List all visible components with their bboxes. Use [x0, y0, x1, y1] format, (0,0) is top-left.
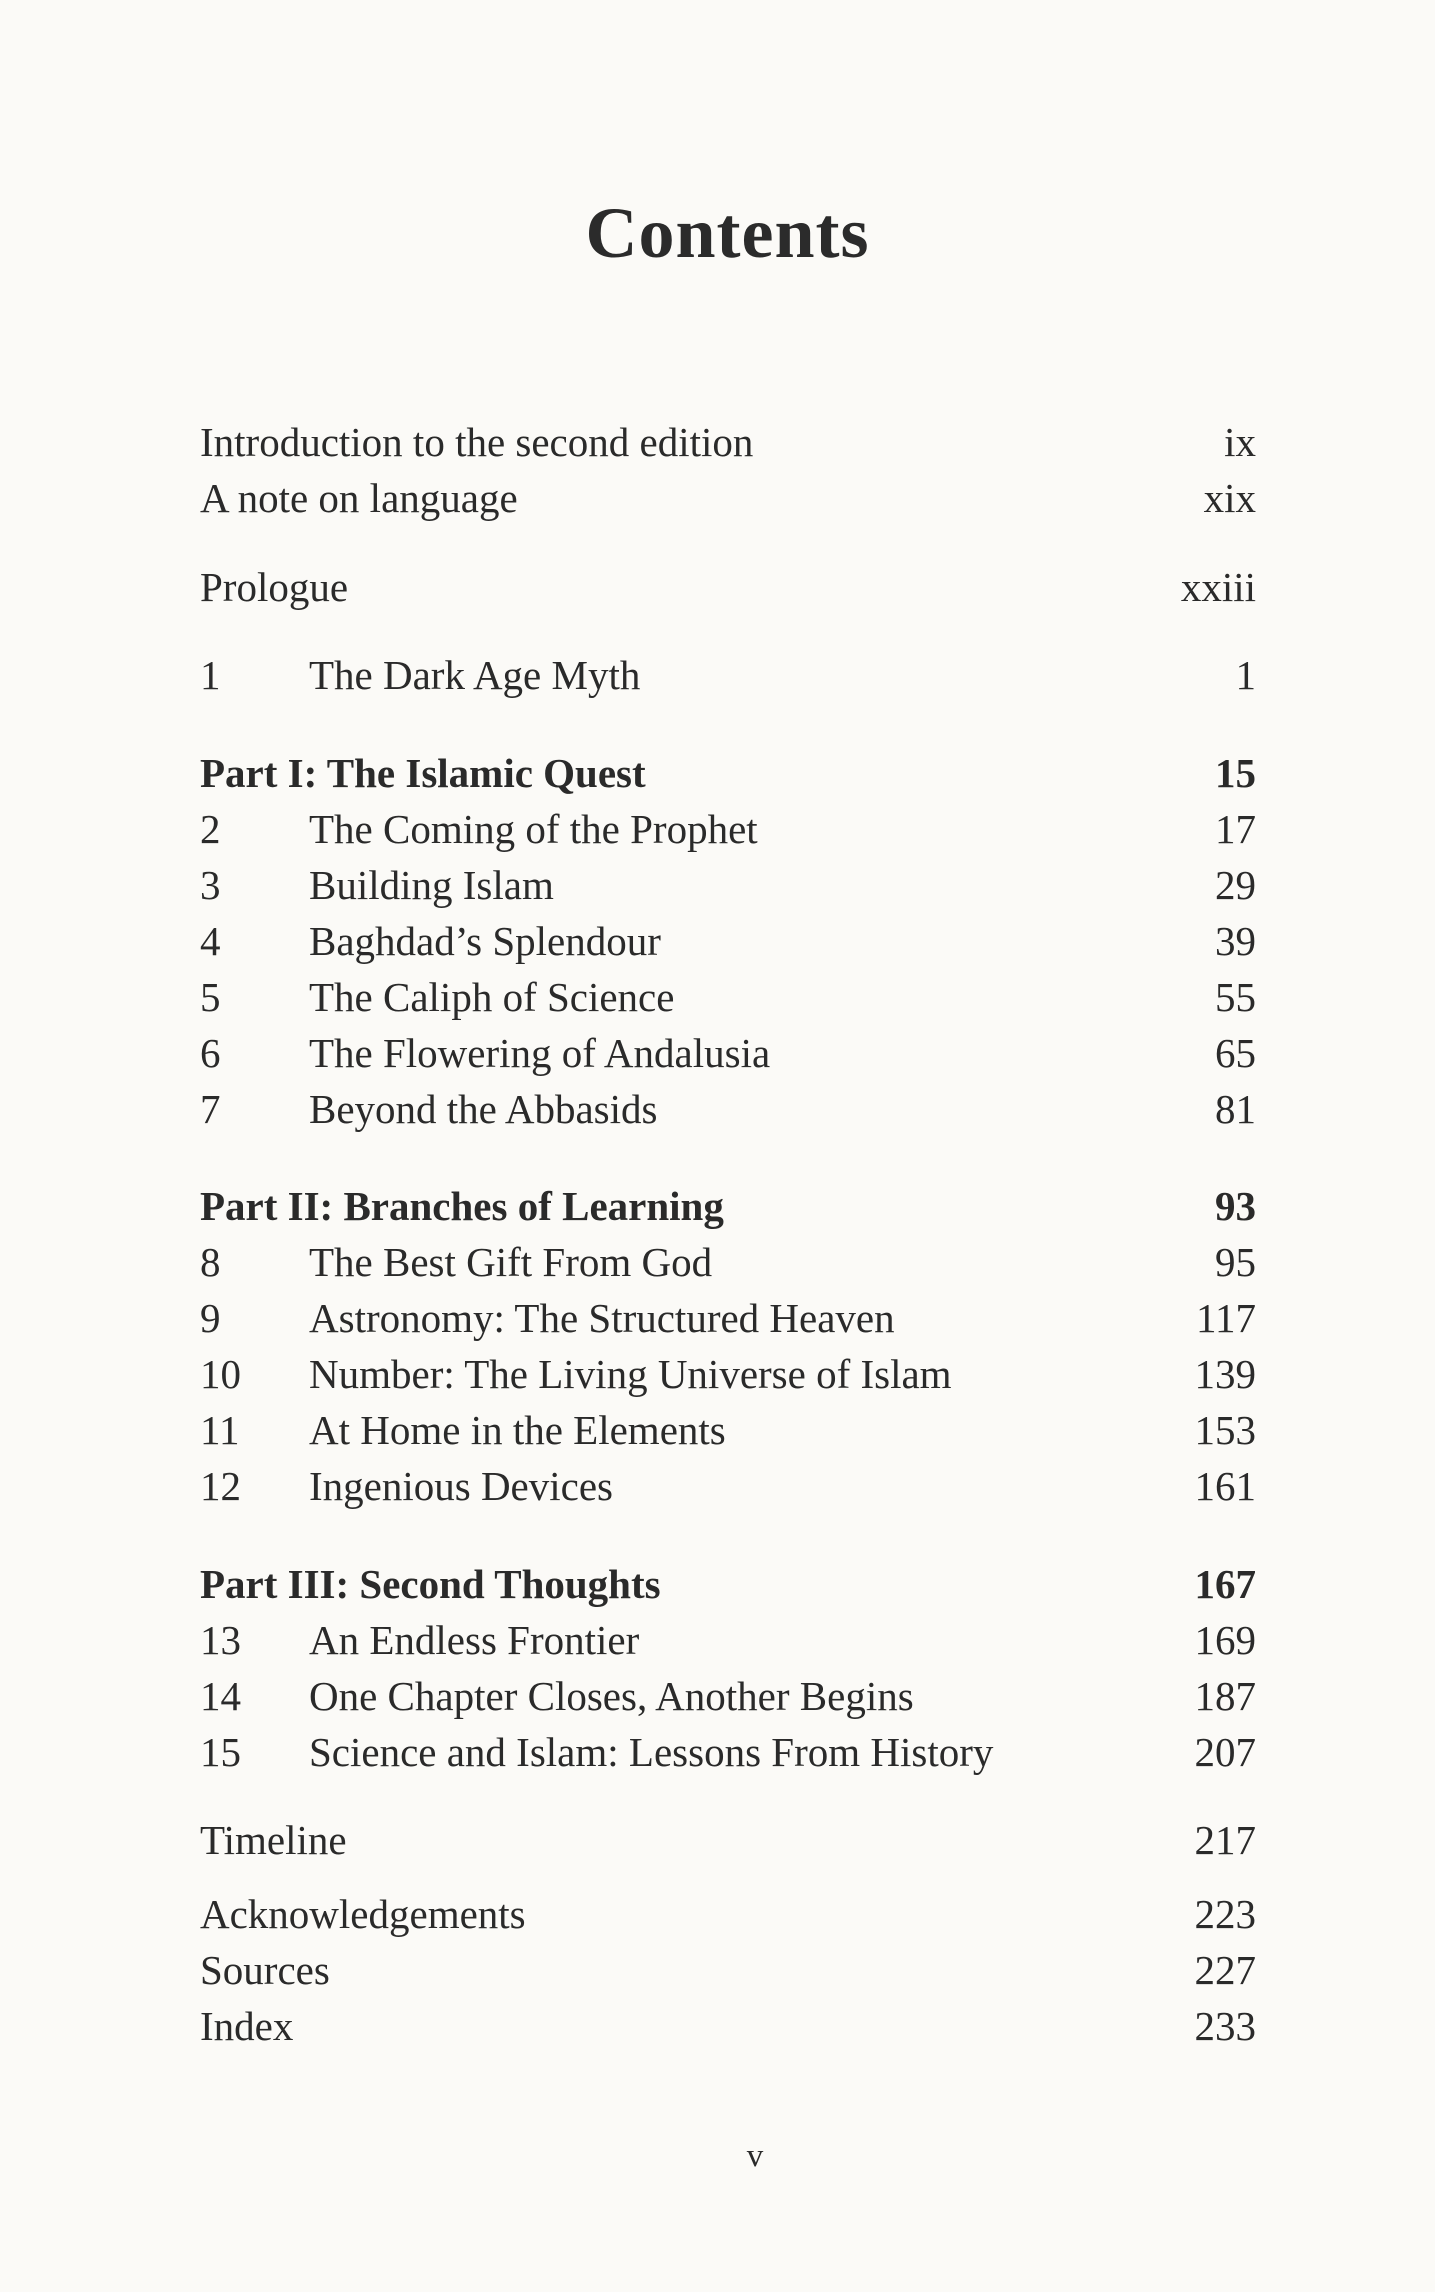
chapter-number: 6: [200, 1030, 221, 1076]
toc-entry-timeline: [200, 1815, 1256, 1865]
chapter-number: 9: [200, 1295, 221, 1341]
entry-page: 233: [1194, 2003, 1256, 2049]
chapter-number: 10: [200, 1351, 241, 1397]
entry-page: 217: [1194, 1817, 1256, 1863]
toc-chapter-4: [200, 916, 1256, 966]
chapter-number: 7: [200, 1086, 221, 1132]
chapter-title: Baghdad’s Splendour: [309, 918, 661, 964]
entry-page: 227: [1194, 1947, 1256, 1993]
chapter-page: 17: [1215, 806, 1256, 852]
chapter-number: 12: [200, 1463, 241, 1509]
chapter-page: 95: [1215, 1239, 1256, 1285]
toc-chapter-13: [200, 1615, 1256, 1665]
chapter-page: 39: [1215, 918, 1256, 964]
toc-chapter-10: [200, 1349, 1256, 1399]
toc-chapter-5: [200, 972, 1256, 1022]
page-title: Contents: [585, 193, 870, 273]
chapter-page: 161: [1194, 1463, 1256, 1509]
chapter-number: 14: [200, 1673, 241, 1719]
toc-entry-note-on-language: [200, 473, 1256, 523]
chapter-number: 15: [200, 1729, 241, 1775]
toc-part-3-heading: [200, 1559, 1256, 1609]
entry-page: xix: [1203, 475, 1256, 521]
chapter-number: 3: [200, 862, 221, 908]
chapter-title: At Home in the Elements: [309, 1407, 726, 1453]
chapter-title: The Caliph of Science: [309, 974, 675, 1020]
chapter-number: 11: [200, 1407, 240, 1453]
chapter-page: 187: [1194, 1673, 1256, 1719]
part-title: Part II: Branches of Learning: [200, 1183, 724, 1229]
chapter-title: Number: The Living Universe of Islam: [309, 1351, 952, 1397]
toc-chapter-2: [200, 804, 1256, 854]
chapter-page: 81: [1215, 1086, 1256, 1132]
entry-label: Index: [200, 2003, 294, 2049]
toc-chapter-11: [200, 1405, 1256, 1455]
toc-chapter-8: [200, 1237, 1256, 1287]
toc-chapter-3: [200, 860, 1256, 910]
chapter-page: 117: [1196, 1295, 1256, 1341]
chapter-title: Building Islam: [309, 862, 554, 908]
chapter-number: 1: [200, 652, 221, 698]
toc-entry-acknowledgements: [200, 1889, 1256, 1939]
toc-part-1-heading: [200, 748, 1256, 798]
chapter-page: 139: [1194, 1351, 1256, 1397]
entry-label: Acknowledgements: [200, 1891, 526, 1937]
chapter-number: 4: [200, 918, 221, 964]
toc-entry-sources: [200, 1945, 1256, 1995]
toc-entry-index: [200, 2001, 1256, 2051]
chapter-title: Astronomy: The Structured Heaven: [309, 1295, 895, 1341]
part-page: 93: [1215, 1183, 1256, 1229]
chapter-page: 207: [1194, 1729, 1256, 1775]
chapter-page: 1: [1235, 652, 1256, 698]
toc-chapter-15: [200, 1727, 1256, 1777]
chapter-title: The Flowering of Andalusia: [309, 1030, 771, 1076]
part-title: Part III: Second Thoughts: [200, 1561, 661, 1607]
chapter-number: 8: [200, 1239, 221, 1285]
chapter-page: 169: [1194, 1617, 1256, 1663]
chapter-title: Ingenious Devices: [309, 1463, 613, 1509]
toc-entry-introduction: [200, 417, 1256, 467]
toc-chapter-6: [200, 1028, 1256, 1078]
toc-entry-prologue: [200, 562, 1256, 612]
toc-chapter-9: [200, 1293, 1256, 1343]
chapter-page: 55: [1215, 974, 1256, 1020]
page-number: v: [746, 2138, 764, 2174]
chapter-number: 2: [200, 806, 221, 852]
entry-label: A note on language: [200, 475, 518, 521]
toc-chapter-7: [200, 1084, 1256, 1134]
chapter-title: Beyond the Abbasids: [309, 1086, 658, 1132]
chapter-title: Science and Islam: Lessons From History: [309, 1729, 994, 1775]
part-page: 15: [1215, 750, 1256, 796]
toc-part-2-heading: [200, 1181, 1256, 1231]
toc-chapter-14: [200, 1671, 1256, 1721]
entry-label: Timeline: [200, 1817, 347, 1863]
chapter-title: An Endless Frontier: [309, 1617, 640, 1663]
chapter-number: 13: [200, 1617, 241, 1663]
part-title: Part I: The Islamic Quest: [200, 750, 646, 796]
entry-label: Introduction to the second edition: [200, 419, 754, 465]
toc-chapter-1: [200, 650, 1256, 700]
chapter-title: The Best Gift From God: [309, 1239, 713, 1285]
entry-label: Prologue: [200, 564, 349, 610]
chapter-title: The Dark Age Myth: [309, 652, 641, 698]
entry-page: 223: [1194, 1891, 1256, 1937]
chapter-page: 153: [1194, 1407, 1256, 1453]
chapter-page: 65: [1215, 1030, 1256, 1076]
toc-chapter-12: [200, 1461, 1256, 1511]
entry-label: Sources: [200, 1947, 330, 1993]
entry-page: ix: [1224, 419, 1256, 465]
entry-page: xxiii: [1180, 564, 1256, 610]
chapter-title: The Coming of the Prophet: [309, 806, 758, 852]
chapter-number: 5: [200, 974, 221, 1020]
chapter-title: One Chapter Closes, Another Begins: [309, 1673, 914, 1719]
chapter-page: 29: [1215, 862, 1256, 908]
part-page: 167: [1194, 1561, 1256, 1607]
